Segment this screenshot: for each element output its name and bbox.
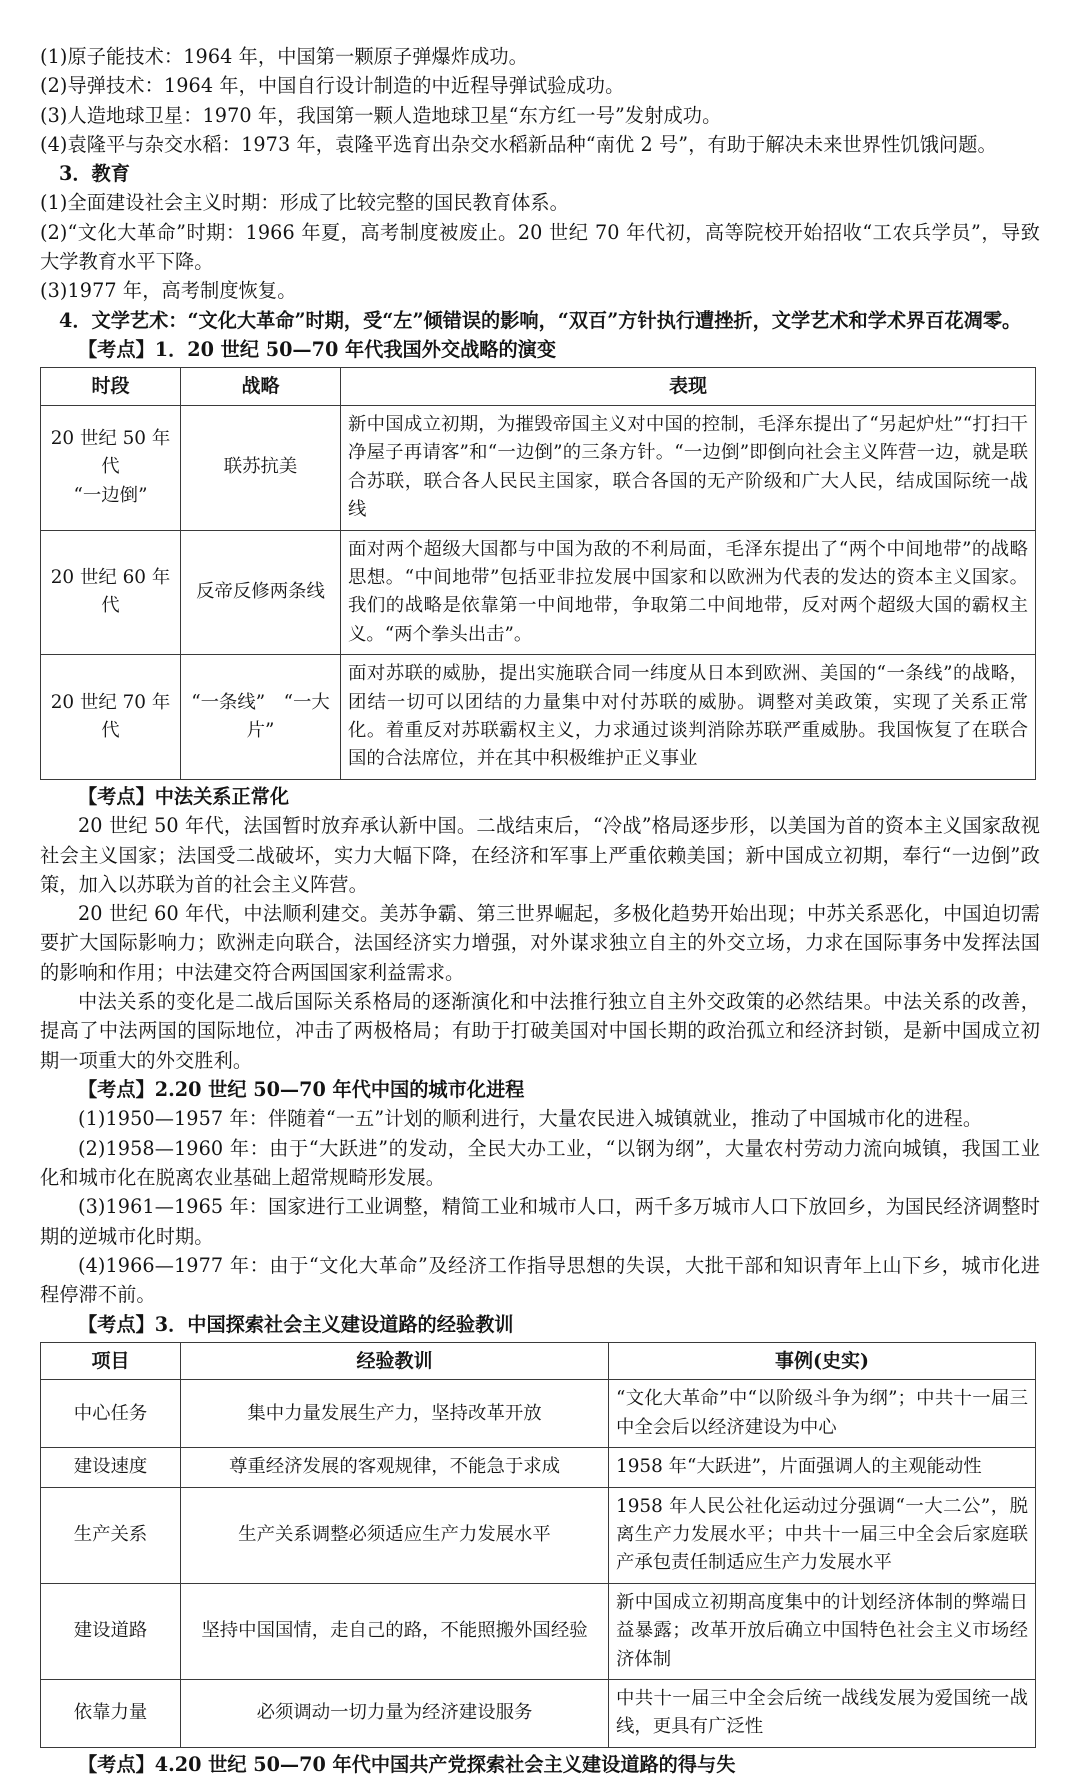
period-line-2: “一边倒” [73,484,148,506]
section-3-item: (2)“文化大革命”时期：1966 年夏，高考制度被废止。20 世纪 70 年代初，高等院校开始招收“工农兵学员”，导致大学教育水平下降。 [40,220,1040,274]
cell-strategy: 反帝反修两条线 [181,530,341,655]
col-header-lesson: 经验教训 [181,1343,609,1380]
table-row [41,1380,1036,1448]
col-header-item: 项目 [41,1343,181,1380]
kaodian-zhongfa-paragraph: 中法关系的变化是二战后国际关系格局的逐渐演化和中法推行独立自主外交政策的必然结果。中法关系的改善，提高了中法两国的国际地位，冲击了两极格局；有助于打破美国对中国长期的政治孤立和经济封锁，是新中国成立初期一项重大的外交胜利。 [40,990,1040,1072]
cell-period: 20 世纪 70 年代 [41,655,181,780]
cell-period: 20 世纪 60 年代 [41,530,181,655]
table-row [41,530,1036,655]
cell-example: 新中国成立初期高度集中的计划经济体制的弊端日益暴露；改革开放后确立中国特色社会主义市场经济体制 [609,1583,1036,1679]
kaodian-zhongfa-heading: 【考点】中法关系正常化 [78,784,290,808]
section-3-item: (1)全面建设社会主义时期：形成了比较完整的国民教育体系。 [40,191,569,215]
cell-item: 建设速度 [41,1448,181,1487]
intro-item: (3)人造地球卫星：1970 年，我国第一颗人造地球卫星“东方红一号”发射成功。 [40,103,722,127]
period-line-1: 20 世纪 50 年代 [50,428,171,478]
kaodian-2-item: (4)1966—1977 年：由于“文化大革命”及经济工作指导思想的失误，大批干部和知识青年上山下乡，城市化进程停滞不前。 [40,1253,1040,1307]
kaodian-1-heading: 【考点】1．20 世纪 50—70 年代我国外交战略的演变 [78,337,557,361]
section-3-list [40,188,1040,305]
section-3-item: (3)1977 年，高考制度恢复。 [40,279,297,303]
kaodian-4-heading: 【考点】4.20 世纪 50—70 年代中国共产党探索社会主义建设道路的得与失 [78,1752,736,1776]
col-header-detail: 表现 [341,368,1036,405]
kaodian-2-item: (1)1950—1957 年：伴随着“一五”计划的顺利进行，大量农民进入城镇就业，推动了中国城市化的进程。 [78,1107,983,1131]
intro-list [40,42,1040,159]
col-header-period: 时段 [41,368,181,405]
cell-lesson: 尊重经济发展的客观规律，不能急于求成 [181,1448,609,1487]
cell-lesson: 坚持中国国情，走自己的路，不能照搬外国经验 [181,1583,609,1679]
kaodian-zhongfa-paragraph: 20 世纪 50 年代，法国暂时放弃承认新中国。二战结束后，“冷战”格局逐步形，以美国为首的资本主义国家敌视社会主义国家；法国受二战破坏，实力大幅下降，在经济和军事上严重依赖美国；新中国成立初期，奉行“一边倒”政策，加入以苏联为首的社会主义阵营。 [40,814,1040,896]
cell-strategy: “一条线” “一大片” [181,655,341,780]
table-row [41,1680,1036,1748]
kaodian-2-item: (3)1961—1965 年：国家进行工业调整，精简工业和城市人口，两千多万城市人口下放回乡，为国民经济调整时期的逆城市化时期。 [40,1195,1040,1248]
section-4-text: 4．文学艺术：“文化大革命”时期，受“左”倾错误的影响，“双百”方针执行遭挫折，文学艺术和学术界百花凋零。 [59,308,1022,332]
kaodian-2-heading: 【考点】2.20 世纪 50—70 年代中国的城市化进程 [78,1077,525,1101]
cell-item: 依靠力量 [41,1680,181,1748]
intro-item: (1)原子能技术：1964 年，中国第一颗原子弹爆炸成功。 [40,45,528,68]
cell-example: 1958 年“大跃进”，片面强调人的主观能动性 [609,1448,1036,1487]
cell-lesson: 集中力量发展生产力，坚持改革开放 [181,1380,609,1448]
kaodian-zhongfa-paragraph: 20 世纪 60 年代，中法顺利建交。美苏争霸、第三世界崛起，多极化趋势开始出现；中苏关系恶化，中国迫切需要扩大国际影响力；欧洲走向联合，法国经济实力增强，对外谋求独立自主的外交立场，力求在国际事务中发挥法国的影响和作用；中法建交符合两国国家利益需求。 [40,902,1040,984]
cell-example: 1958 年人民公社化运动过分强调“一大二公”，脱离生产力发展水平；中共十一届三中全会后家庭联产承包责任制适应生产力发展水平 [609,1487,1036,1583]
foreign-policy-table [40,367,1036,779]
col-header-strategy: 战略 [181,368,341,405]
table-row [41,1487,1036,1583]
experience-lessons-table [40,1342,1036,1748]
table-row [41,655,1036,780]
col-header-example: 事例(史实) [609,1343,1036,1380]
intro-item: (4)袁隆平与杂交水稻：1973 年，袁隆平选育出杂交水稻新品种“南优 2 号”，有助于解决未来世界性饥饿问题。 [40,132,997,156]
cell-detail: 新中国成立初期，为摧毁帝国主义对中国的控制，毛泽东提出了“另起炉灶”“打扫干净屋子再请客”和“一边倒”的三条方针。“一边倒”即倒向社会主义阵营一边，就是联合苏联，联合各人民民主国家，联合各国的无产阶级和广大人民，结成国际统一战线 [341,405,1036,530]
cell-period [41,405,181,530]
cell-lesson: 生产关系调整必须适应生产力发展水平 [181,1487,609,1583]
kaodian-3-heading: 【考点】3．中国探索社会主义建设道路的经验教训 [78,1312,514,1336]
table-header-row [41,368,1036,405]
table-row [41,1583,1036,1679]
cell-detail: 面对两个超级大国都与中国为敌的不利局面，毛泽东提出了“两个中间地带”的战略思想。“中间地带”包括亚非拉发展中国家和以欧洲为代表的发达的资本主义国家。我们的战略是依靠第一中间地带，争取第二中间地带，反对两个超级大国的霸权主义。“两个拳头出击”。 [341,530,1036,655]
cell-example: 中共十一届三中全会后统一战线发展为爱国统一战线，更具有广泛性 [609,1680,1036,1748]
cell-strategy: 联苏抗美 [181,405,341,530]
table-row [41,1448,1036,1487]
intro-item: (2)导弹技术：1964 年，中国自行设计制造的中近程导弹试验成功。 [40,74,625,98]
kaodian-2-item: (2)1958—1960 年：由于“大跃进”的发动，全民大办工业，“以钢为纲”，大量农村劳动力流向城镇，我国工业化和城市化在脱离农业基础上超常规畸形发展。 [40,1136,1040,1190]
cell-item: 生产关系 [41,1487,181,1583]
section-3-heading: 3．教育 [59,162,130,186]
cell-item: 建设道路 [41,1583,181,1679]
table-row [41,405,1036,530]
cell-example: “文化大革命”中“以阶级斗争为纲”；中共十一届三中全会后以经济建设为中心 [609,1380,1036,1448]
table-header-row [41,1343,1036,1380]
cell-detail: 面对苏联的威胁，提出实施联合同一纬度从日本到欧洲、美国的“一条线”的战略，团结一切可以团结的力量集中对付苏联的威胁。调整对美政策，实现了关系正常化。着重反对苏联霸权主义，力求通过谈判消除苏联严重威胁。我国恢复了在联合国的合法席位，并在其中积极维护正义事业 [341,655,1036,780]
cell-item: 中心任务 [41,1380,181,1448]
cell-lesson: 必须调动一切力量为经济建设服务 [181,1680,609,1748]
